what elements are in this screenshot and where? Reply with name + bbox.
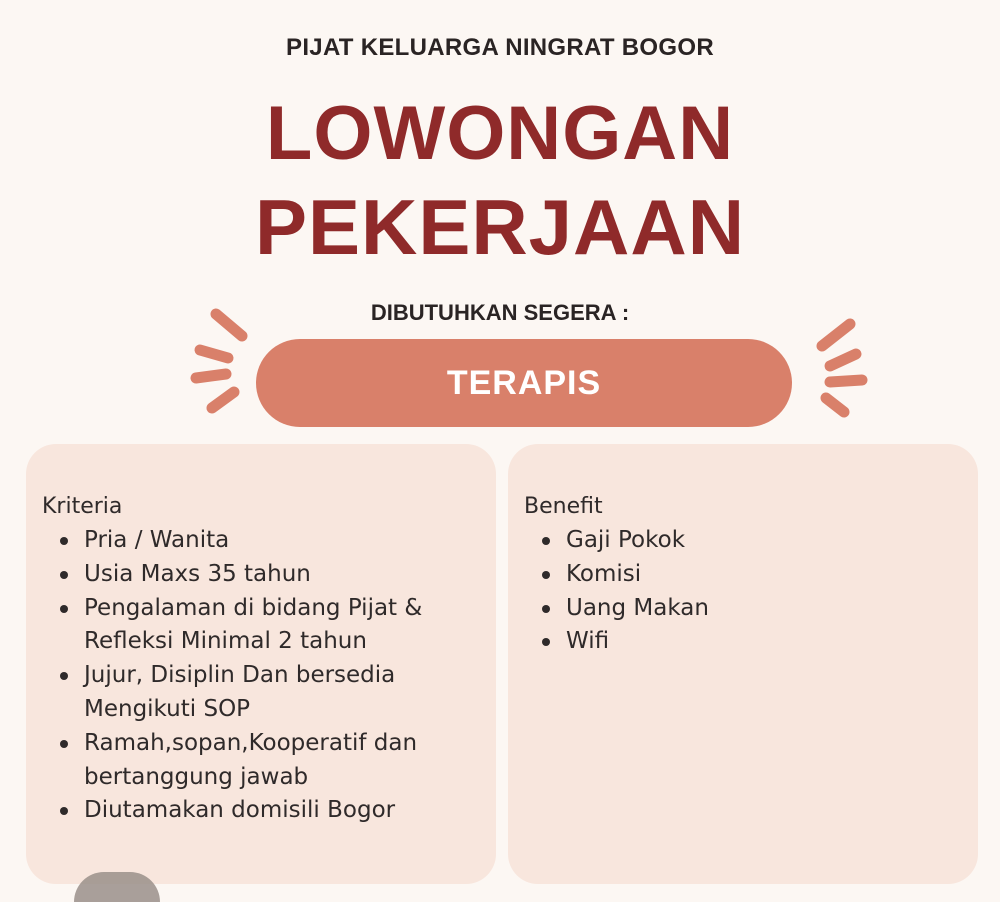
list-item: Komisi [566, 558, 958, 592]
needed-label: DIBUTUHKAN SEGERA : [370, 300, 630, 325]
list-item: Pria / Wanita [84, 524, 476, 558]
list-item: Pengalaman di bidang Pijat & Refleksi Minimal 2 tahun [84, 592, 476, 660]
list-item: Jujur, Disiplin Dan bersedia Mengikuti SOP [84, 659, 476, 727]
list-item: Diutamakan domisili Bogor [84, 794, 476, 828]
list-item: Gaji Pokok [566, 524, 958, 558]
position-label: TERAPIS [446, 363, 602, 402]
burst-decoration-right [804, 312, 874, 432]
benefit-title: Benefit [524, 494, 603, 519]
list-item: Ramah,sopan,Kooperatif dan bertanggung jawab [84, 727, 476, 795]
organization-name: PIJAT KELUARGA NINGRAT BOGOR [286, 34, 714, 61]
bottom-decoration [74, 872, 160, 902]
headline-line-1: LOWONGAN [265, 91, 735, 176]
criteria-title: Kriteria [42, 494, 123, 519]
list-item: Usia Maxs 35 tahun [84, 558, 476, 592]
headline-line-2: PEKERJAAN [254, 183, 746, 271]
benefit-card [508, 444, 978, 884]
list-item: Wifi [566, 625, 958, 659]
benefit-list [508, 524, 978, 659]
criteria-list [26, 524, 496, 828]
position-badge [256, 339, 792, 427]
criteria-card [26, 444, 496, 884]
burst-decoration-left [186, 300, 256, 420]
list-item: Uang Makan [566, 592, 958, 626]
